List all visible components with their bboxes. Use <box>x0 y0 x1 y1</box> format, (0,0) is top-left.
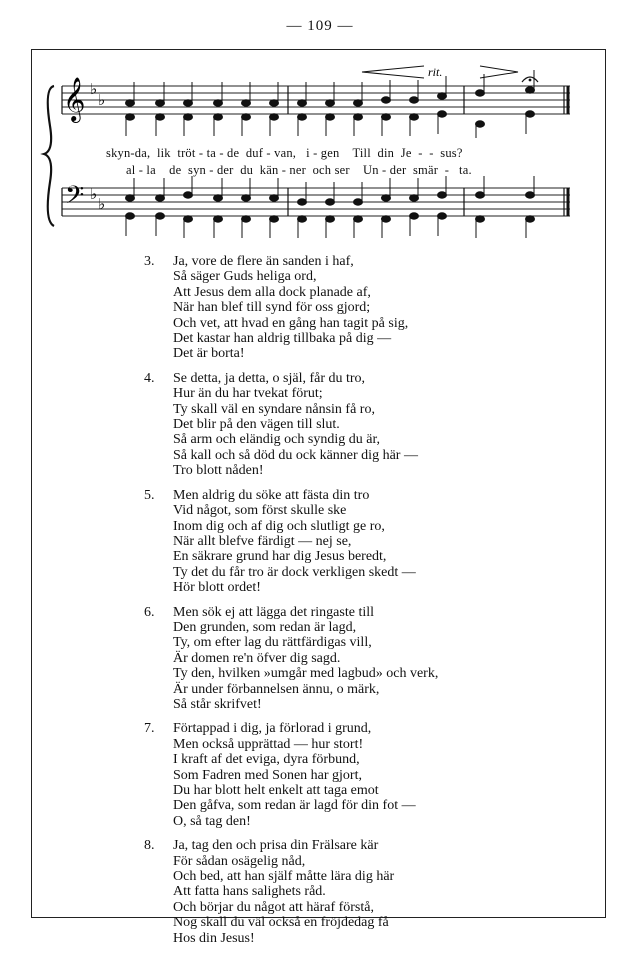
verse-line: Vid något, som först skulle ske <box>173 503 347 519</box>
verse-line: Ja, tag den och prisa din Frälsare kär <box>173 838 379 854</box>
verse-line: Ty, om efter lag du rättfärdigas vill, <box>173 635 372 651</box>
verse-5 <box>144 488 584 596</box>
treble-notes <box>126 70 535 138</box>
verse-number: 4. <box>144 370 155 386</box>
verse-line: Och börjar du något att häraf förstå, <box>173 899 374 915</box>
verse-line: Och vet, att hvad en gång han tagit på sig, <box>173 315 409 331</box>
verse-line: Ja, vore de flere än sanden i haf, <box>173 254 354 269</box>
verse-line: Tro blott nåden! <box>173 463 264 479</box>
verse-line: En säkrare grund har dig Jesus beredt, <box>173 549 387 565</box>
bass-staff <box>62 188 570 216</box>
verse-line: Se detta, ja detta, o själ, får du tro, <box>173 370 366 386</box>
verse-line: Så säger Guds heliga ord, <box>173 269 317 285</box>
verse-line: Så arm och eländig och syndig du är, <box>173 432 381 448</box>
verse-line: Nog skall du väl också en fröjdedag få <box>173 915 389 931</box>
verse-line: Hos din Jesus! <box>173 930 255 946</box>
verse-line: När han blef till synd för oss gjord; <box>173 300 371 316</box>
verse-number: 3. <box>144 254 155 269</box>
verse-number: 7. <box>144 721 155 737</box>
verse-line: Men aldrig du söke att fästa din tro <box>173 487 370 503</box>
page-number: — 109 — <box>286 18 354 34</box>
svg-text:♭: ♭ <box>98 195 106 213</box>
verse-number: 8. <box>144 838 155 854</box>
verse-line: Ty det du får tro är dock verkligen skedt — <box>173 564 416 580</box>
verse-3 <box>144 254 584 362</box>
verse-line: Förtappad i dig, ja förlorad i grund, <box>173 721 372 737</box>
system-brace <box>44 86 54 226</box>
treble-staff <box>62 86 570 114</box>
verse-line: Men också upprättad — hur stort! <box>173 736 364 752</box>
verse-line: Hur än du har tvekat förut; <box>173 386 323 402</box>
verse-line: Ty skall väl en syndare nånsin få ro, <box>173 401 375 417</box>
verse-7 <box>144 721 584 829</box>
verse-line: Är domen re'n öfver dig sagd. <box>173 650 341 666</box>
verse-line: Du har blott helt enkelt att taga emot <box>173 783 379 798</box>
verse-line: Och bed, att han själf måtte lära dig här <box>173 869 395 885</box>
verse-line: Som Fadren med Sonen har gjort, <box>173 767 362 783</box>
verse-line: Men sök ej att lägga det ringaste till <box>173 604 375 620</box>
bass-notes <box>126 176 535 238</box>
verse-line: O, så tag den! <box>173 813 251 829</box>
tempo-marking: rit. <box>428 65 443 79</box>
verse-line: I kraft af det eviga, dyra förbund, <box>173 752 360 768</box>
verse-line: Att Jesus dem alla dock planade af, <box>173 284 371 300</box>
svg-text:♭: ♭ <box>90 80 98 98</box>
verse-line: Det är borta! <box>173 346 245 362</box>
treble-clef: 𝄞 <box>63 77 86 121</box>
bass-clef: 𝄢 <box>65 181 85 216</box>
verse-line: Ty den, hvilken »umgår med lagbud» och verk, <box>173 666 439 682</box>
svg-text:♭: ♭ <box>98 91 106 109</box>
lyrics-line-2: al - la de syn - der du kän - ner och ser Un - der smär - ta. <box>126 163 472 177</box>
lyrics-line-1: skyn-da, lik tröt - ta - de duf - van, i - gen Till din Je - - sus? <box>106 146 463 160</box>
verse-line: Den grunden, som redan är lagd, <box>173 619 357 635</box>
verse-6 <box>144 605 584 713</box>
verse-line: Det blir på den vägen till slut. <box>173 417 340 433</box>
verse-line: Att fatta hans salighets råd. <box>173 884 326 900</box>
verse-number: 6. <box>144 604 155 620</box>
verse-number: 5. <box>144 487 155 503</box>
verse-4 <box>144 371 584 479</box>
verse-8 <box>144 838 584 946</box>
verse-line: När allt blefve färdigt — nej se, <box>173 533 352 549</box>
verse-line: Så kall och så död du ock känner dig här — <box>173 447 418 463</box>
verse-line: För sådan osägelig nåd, <box>173 853 306 869</box>
verse-line: Den gåfva, som redan är lagd för din fot — <box>173 798 416 814</box>
verse-list <box>144 254 584 955</box>
verse-line: Det kastar han aldrig tillbaka på dig — <box>173 331 392 347</box>
svg-text:♭: ♭ <box>90 185 98 203</box>
verse-line: Så står skrifvet! <box>173 696 262 712</box>
verse-line: Är under förbannelsen ännu, o märk, <box>173 681 380 697</box>
verse-line: Inom dig och af dig och slutligt ge ro, <box>173 518 385 534</box>
verse-line: Hör blott ordet! <box>173 580 261 596</box>
